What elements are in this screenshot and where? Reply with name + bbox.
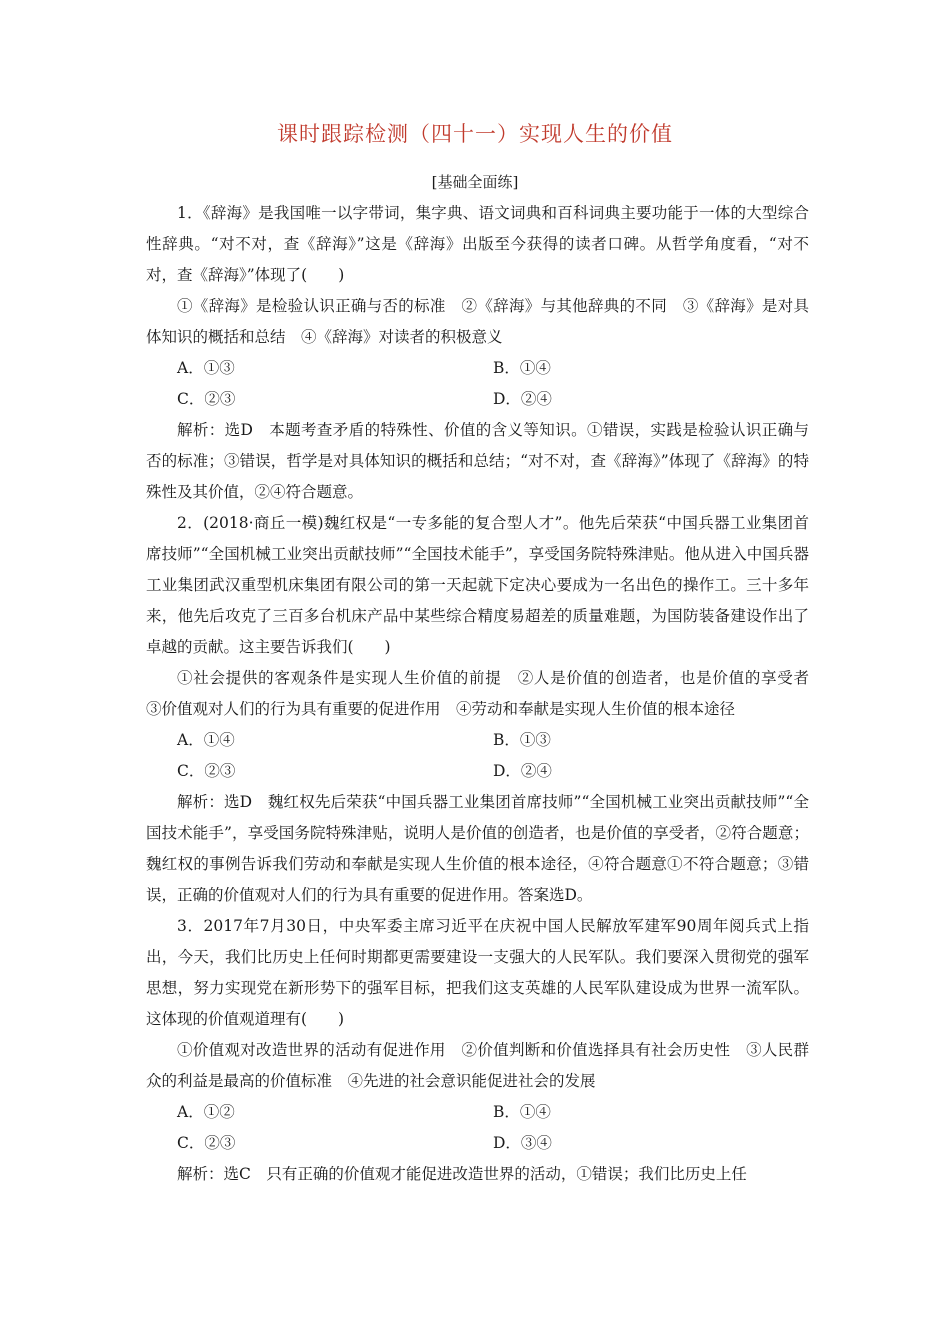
option-a: A．①③ xyxy=(177,359,235,377)
option-c: C．②③ xyxy=(177,762,236,780)
question-analysis: 解析：选D 魏红权先后荣获“中国兵器工业集团首席技师”“全国机械工业突出贡献技师”“全国技术能手”，享受国务院特殊津贴，说明人是价值的创造者，也是价值的享受者，②符合题意；魏红权的事例告诉我们劳动和奉献是实现人生价值的根本途径，④符合题意①不符合题意；③错误，正确的价值观对人们的行为具有重要的促进作用。答案选D。 xyxy=(146,793,809,904)
option-d: D．③④ xyxy=(493,1134,552,1152)
option-c: C．②③ xyxy=(177,1134,236,1152)
option-b: B．①④ xyxy=(493,1103,551,1121)
question-statements: ①社会提供的客观条件是实现人生价值的前提 ②人是价值的创造者，也是价值的享受者 ③价值观对人们的行为具有重要的促进作用 ④劳动和奉献是实现人生价值的根本途径 xyxy=(146,669,825,718)
options-row xyxy=(146,1097,809,1128)
question-3 xyxy=(146,911,809,1190)
page-title: 课时跟踪检测（四十一）实现人生的价值 xyxy=(277,122,673,146)
question-stem: 3．2017年7月30日，中央军委主席习近平在庆祝中国人民解放军建军90周年阅兵式上指出，今天，我们比历史上任何时期都更需要建设一支强大的人民军队。我们要深入贯彻党的强军思想，努力实现党在新形势下的强军目标，把我们这支英雄的人民军队建设成为世界一流军队。这体现的价值观道理有( ) xyxy=(146,917,809,1028)
question-1 xyxy=(146,198,809,508)
question-statements: ①《辞海》是检验认识正确与否的标准 ②《辞海》与其他辞典的不同 ③《辞海》是对具体知识的概括和总结 ④《辞海》对读者的积极意义 xyxy=(146,297,809,346)
option-a: A．①② xyxy=(177,1103,235,1121)
options-row xyxy=(146,353,809,384)
question-statements: ①价值观对改造世界的活动有促进作用 ②价值判断和价值选择具有社会历史性 ③人民群众的利益是最高的价值标准 ④先进的社会意识能促进社会的发展 xyxy=(146,1041,809,1090)
question-stem: 2．(2018·商丘一模)魏红权是“一专多能的复合型人才”。他先后荣获“中国兵器工业集团首席技师”“全国机械工业突出贡献技师”“全国技术能手”，享受国务院特殊津贴。他从进入中国兵器工业集团武汉重型机床集团有限公司的第一天起就下定决心要成为一名出色的操作工。三十多年来，他先后攻克了三百多台机床产品中某些综合精度易超差的质量难题，为国防装备建设作出了卓越的贡献。这主要告诉我们( ) xyxy=(146,514,809,656)
question-2 xyxy=(146,508,825,911)
section-heading: [基础全面练] xyxy=(431,173,519,191)
options-row xyxy=(146,1128,809,1159)
option-b: B．①③ xyxy=(493,731,551,749)
options-row xyxy=(146,756,809,787)
question-stem: 1．《辞海》是我国唯一以字带词，集字典、语文词典和百科词典主要功能于一体的大型综合性辞典。“对不对，查《辞海》”这是《辞海》出版至今获得的读者口碑。从哲学角度看，“对不对，查《辞海》”体现了( ) xyxy=(146,204,809,284)
options-row xyxy=(146,725,809,756)
question-list xyxy=(146,198,825,1190)
option-d: D．②④ xyxy=(493,762,552,780)
question-analysis: 解析：选C 只有正确的价值观才能促进改造世界的活动，①错误；我们比历史上任 xyxy=(177,1165,747,1183)
options-row xyxy=(146,384,809,415)
option-c: C．②③ xyxy=(177,390,236,408)
option-b: B．①④ xyxy=(493,359,551,377)
question-analysis: 解析：选D 本题考查矛盾的特殊性、价值的含义等知识。①错误，实践是检验认识正确与否的标准；③错误，哲学是对具体知识的概括和总结；“对不对，查《辞海》”体现了《辞海》的特殊性及其价值，②④符合题意。 xyxy=(146,421,809,501)
option-a: A．①④ xyxy=(177,731,235,749)
option-d: D．②④ xyxy=(493,390,552,408)
